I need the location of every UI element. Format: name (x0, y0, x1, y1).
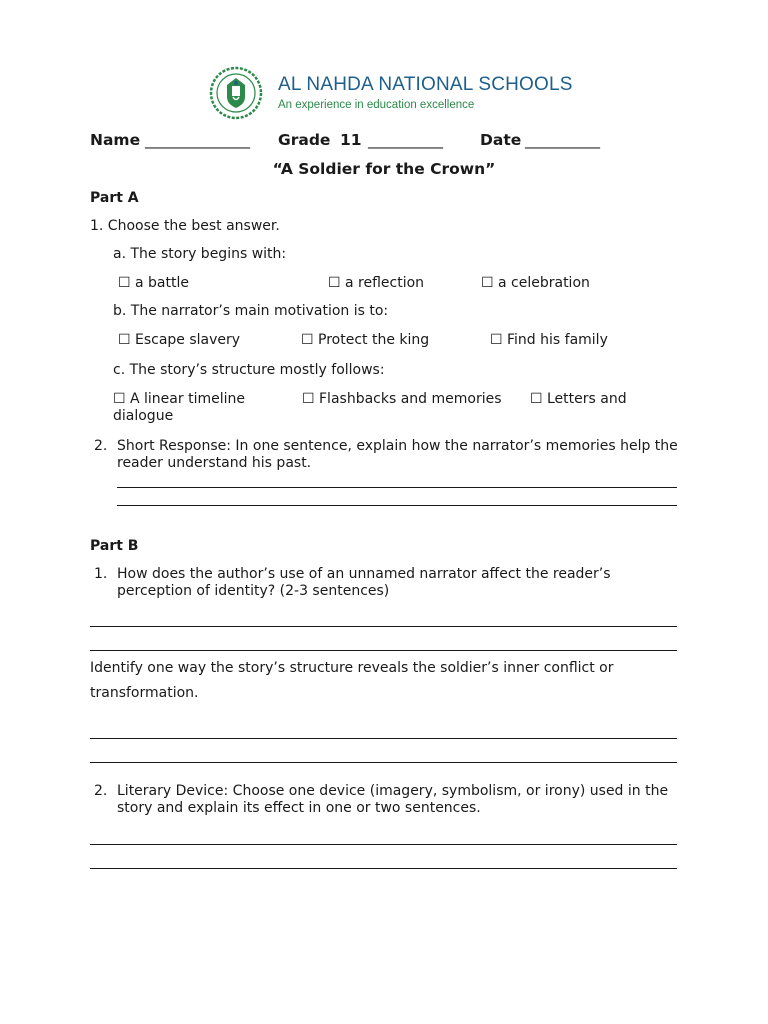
part-a-heading: Part A (90, 190, 139, 206)
answer-line[interactable] (90, 650, 677, 651)
answer-line[interactable] (117, 505, 677, 506)
q1a-option-battle[interactable]: ☐ a battle (118, 275, 189, 291)
name-blank[interactable]: ______________ (145, 131, 250, 149)
school-tagline: An experience in education excellence (278, 99, 475, 111)
grade-label: Grade (278, 131, 331, 149)
part-b-q1-line1: How does the author’s use of an unnamed narrator affect the reader’s (117, 566, 611, 582)
answer-line[interactable] (117, 487, 677, 488)
q1b-prompt: b. The narrator’s main motivation is to: (113, 303, 389, 319)
part-a-q2-number: 2. (94, 438, 108, 454)
date-label: Date (480, 131, 522, 149)
school-name: AL NAHDA NATIONAL SCHOOLS (278, 74, 573, 95)
part-b-heading: Part B (90, 538, 139, 554)
q1a-prompt: a. The story begins with: (113, 246, 287, 262)
q1b-option-protect[interactable]: ☐ Protect the king (301, 332, 430, 348)
part-b-q1-number: 1. (94, 566, 108, 582)
identify-line2: transformation. (90, 685, 199, 701)
school-logo (209, 66, 263, 120)
answer-line[interactable] (90, 844, 677, 845)
part-a-q1-prompt: 1. Choose the best answer. (90, 218, 280, 234)
grade-blank[interactable]: __________ (368, 131, 443, 149)
q1c-option-letters-wrap: dialogue (113, 408, 174, 424)
q1b-option-escape[interactable]: ☐ Escape slavery (118, 332, 241, 348)
part-a-q2-line1: Short Response: In one sentence, explain how the narrator’s memories help the (117, 438, 678, 454)
q1a-option-reflection[interactable]: ☐ a reflection (328, 275, 425, 291)
answer-line[interactable] (90, 868, 677, 869)
name-label: Name (90, 131, 141, 149)
part-b-q2-line2: story and explain its effect in one or two sentences. (117, 800, 481, 816)
answer-line[interactable] (90, 626, 677, 627)
part-b-q2-line1: Literary Device: Choose one device (imagery, symbolism, or irony) used in the (117, 783, 669, 799)
answer-line[interactable] (90, 738, 677, 739)
part-a-q2-line2: reader understand his past. (117, 455, 312, 471)
q1b-option-family[interactable]: ☐ Find his family (490, 332, 608, 348)
answer-line[interactable] (90, 762, 677, 763)
date-blank[interactable]: __________ (525, 131, 600, 149)
part-b-q2-number: 2. (94, 783, 108, 799)
identify-line1: Identify one way the story’s structure reveals the soldier’s inner conflict or (90, 660, 614, 676)
q1a-option-celebration[interactable]: ☐ a celebration (481, 275, 590, 291)
q1c-option-linear[interactable]: ☐ A linear timeline (113, 391, 245, 407)
q1c-prompt: c. The story’s structure mostly follows: (113, 362, 385, 378)
q1c-option-flashbacks[interactable]: ☐ Flashbacks and memories (302, 391, 502, 407)
part-b-q1-line2: perception of identity? (2-3 sentences) (117, 583, 390, 599)
grade-value: 11 (340, 131, 362, 149)
q1c-option-letters[interactable]: ☐ Letters and (530, 391, 627, 407)
worksheet-title: “A Soldier for the Crown” (272, 160, 496, 178)
